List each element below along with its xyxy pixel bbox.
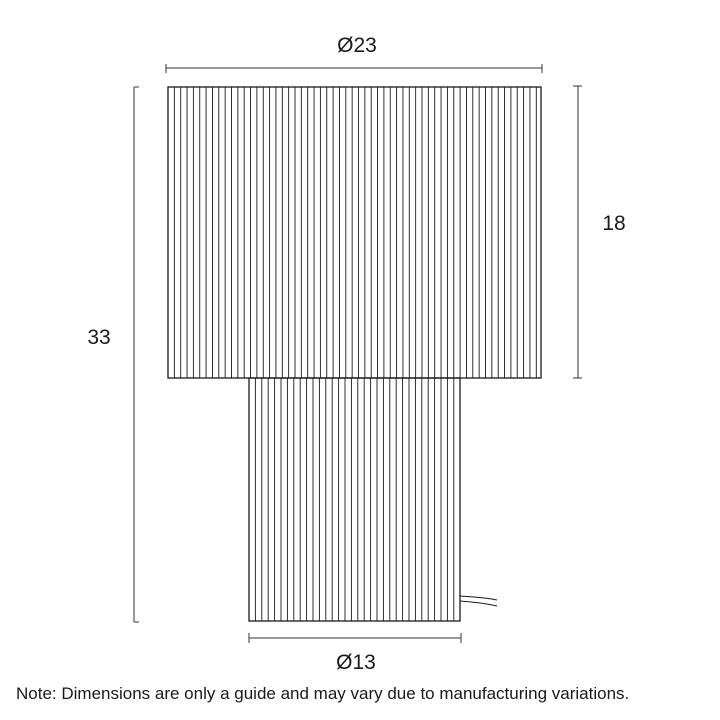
base-diameter-dimension	[249, 633, 461, 674]
lamp-shade-ribs	[174, 87, 536, 378]
total-height-label: 33	[87, 326, 111, 349]
shade-height-label: 18	[602, 212, 626, 235]
total-height-dimension	[87, 87, 139, 622]
disclaimer-note: Note: Dimensions are only a guide and may vary due to manufacturing variations.	[16, 684, 630, 703]
lamp-base	[249, 378, 460, 621]
power-cord	[460, 596, 497, 606]
shade-diameter-dimension	[166, 34, 542, 73]
lamp-base-ribs	[255, 378, 453, 621]
shade-diameter-label: Ø23	[337, 34, 377, 57]
lamp-shade	[168, 87, 541, 378]
shade-height-dimension	[573, 86, 626, 378]
base-diameter-label: Ø13	[336, 651, 376, 674]
